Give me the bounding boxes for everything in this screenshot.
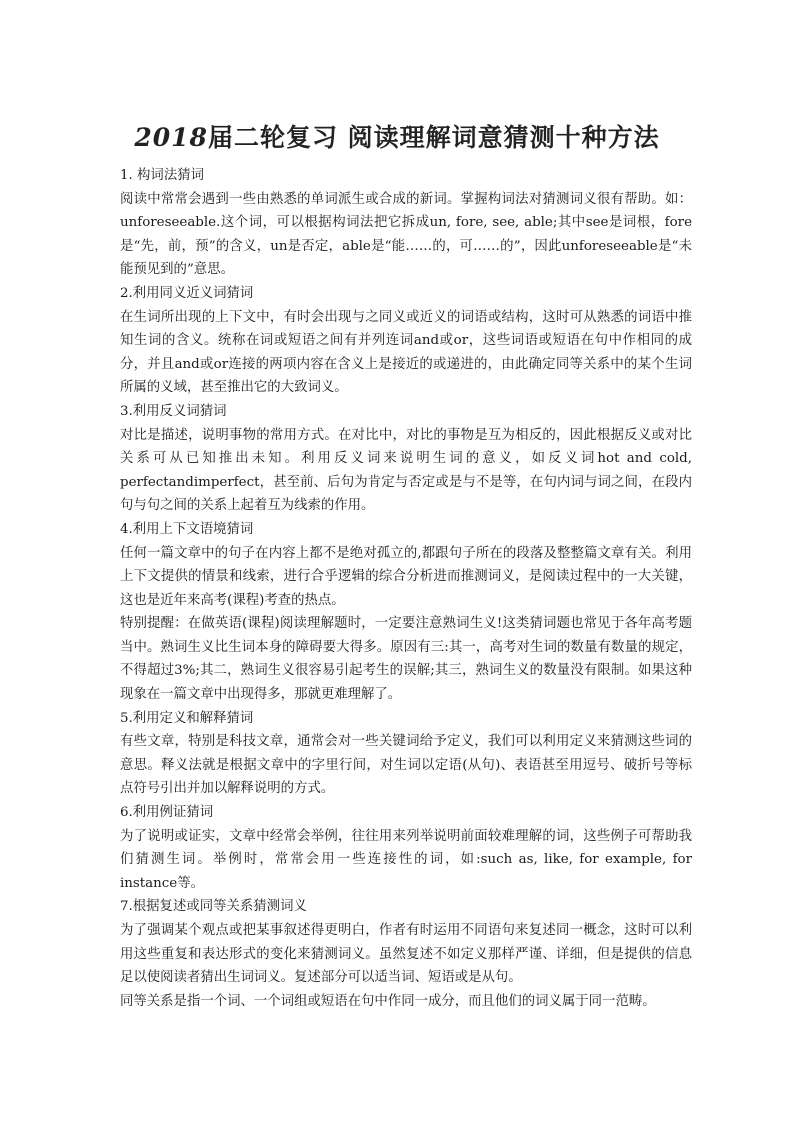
paragraph: 阅读中常常会遇到一些由熟悉的单词派生或合成的新词。掌握构词法对猜测词义很有帮助。如：unforeseeable.这个词，可以根据构词法把它拆成un, fore, see, able;其中see是词根，fore是“先，前，预”的含义，un是否定，able是“能……的，可……的”，因此unforeseeable是“未能预见到的”意思。 — [120, 191, 692, 278]
section-heading: 1. 构词法猜词 — [120, 168, 204, 183]
section-3 — [120, 400, 692, 518]
section-heading: 2.利用同义近义词猜词 — [120, 285, 254, 301]
paragraph: 有些文章，特别是科技文章，通常会对一些关键词给予定义，我们可以利用定义来猜测这些词的意思。释义法就是根据文章中的字里行间，对生词以定语(从句)、表语甚至用逗号、破折号等标点符号引出并加以解释说明的方式。 — [120, 734, 692, 797]
section-5 — [120, 707, 692, 801]
paragraph: 为了强调某个观点或把某事叙述得更明白，作者有时运用不同语句来复述同一概念，这时可以利用这些重复和表达形式的变化来猜测词义。虽然复述不如定义那样严谨、详细，但是提供的信息足以使阅读者猜出生词词义。复述部分可以适当词、短语或是从句。 — [120, 923, 692, 986]
paragraph: 对比是描述，说明事物的常用方式。在对比中，对比的事物是互为相反的，因此根据反义或对比关系可从已知推出未知。利用反义词来说明生词的意义，如反义词hot and cold, perfectandimperfect，甚至前、后句为肯定与否定或是与不是等，在句内词与词之间，在段内句与句之间的关系上起着互为线索的作用。 — [120, 427, 692, 514]
paragraph: 为了说明或证实，文章中经常会举例，往往用来列举说明前面较难理解的词，这些例子可帮助我们猜测生词。举例时，常常会用一些连接性的词，如:such as, like, for example, for instance等。 — [120, 828, 692, 891]
section-heading: 7.根据复述或同等关系猜测词义 — [120, 899, 307, 915]
paragraph: 任何一篇文章中的句子在内容上都不是绝对孤立的,都跟句子所在的段落及整整篇文章有关。利用上下文提供的情景和线索，进行合乎逻辑的综合分析进而推测词义，是阅读过程中的一大关键，这也是近年来高考(课程)考查的热点。 — [120, 545, 692, 608]
section-7 — [120, 895, 692, 1013]
section-heading: 5.利用定义和解释猜词 — [120, 710, 254, 726]
section-4 — [120, 518, 692, 707]
section-6 — [120, 801, 692, 895]
document-title — [0, 118, 794, 154]
title-text: 届二轮复习 阅读理解词意猜测十种方法 — [207, 123, 660, 152]
note-paragraph: 特别提醒：在做英语(课程)阅读理解题时，一定要注意熟词生义!这类猜词题也常见于各年高考题当中。熟词生义比生词本身的障碍要大得多。原因有三:其一，高考对生词的数量有数量的规定，不得超过3%;其二，熟词生义很容易引起考生的误解;其三，熟词生义的数量没有限制。如果这种现象在一篇文章中出现得多，那就更难理解了。 — [120, 616, 692, 703]
paragraph: 在生词所出现的上下文中，有时会出现与之同义或近义的词语或结构，这时可从熟悉的词语中推知生词的含义。统称在词或短语之间有并列连词and或or，这些词语或短语在句中作相同的成分，并且and或or连接的两项内容在含义上是接近的或递进的，由此确定同等关系中的某个生词所属的义域，甚至推出它的大致词义。 — [120, 309, 692, 396]
title-year: 2018 — [134, 123, 208, 152]
section-heading: 6.利用例证猜词 — [120, 805, 214, 821]
document-body — [120, 164, 692, 1013]
paragraph: 同等关系是指一个词、一个词组或短语在句中作同一成分，而且他们的词义属于同一范畴。 — [120, 993, 656, 1009]
section-1 — [120, 164, 692, 282]
section-heading: 3.利用反义词猜词 — [120, 403, 227, 419]
section-2 — [120, 282, 692, 400]
section-heading: 4.利用上下文语境猜词 — [120, 521, 254, 537]
